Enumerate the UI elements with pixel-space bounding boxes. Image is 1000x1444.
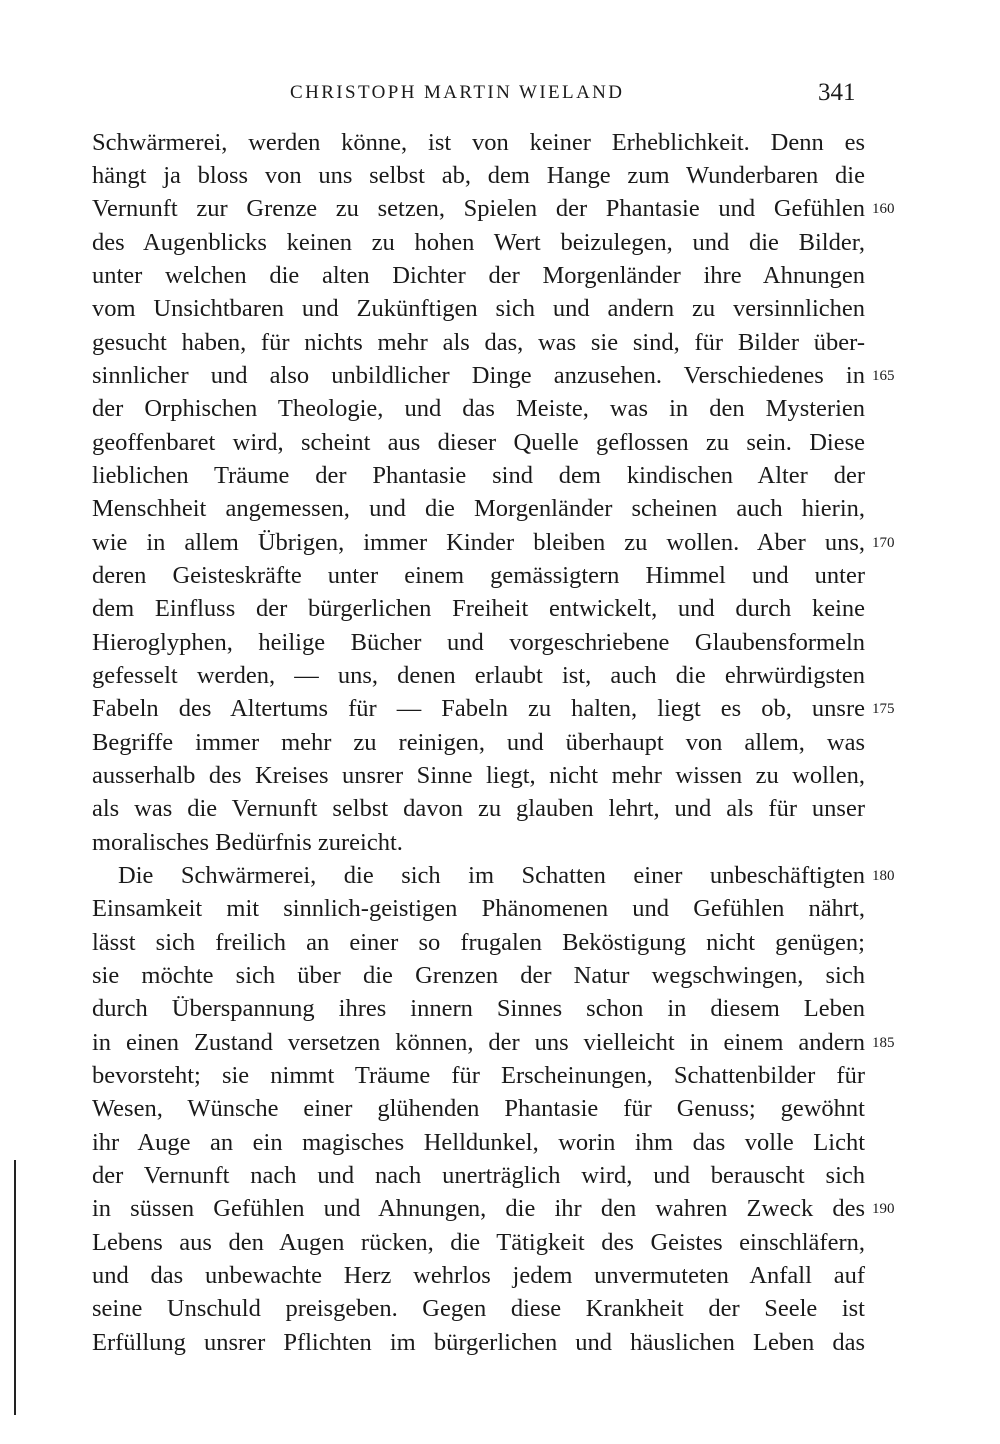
text-line: Schwärmerei, werden könne, ist von keiner Erheblichkeit. Denn es [92,129,865,156]
text-line: Vernunft zur Grenze zu setzen, Spielen der Phantasie und Gefühlen [92,195,865,222]
text-line: des Augenblicks keinen zu hohen Wert beizulegen, und die Bilder, [92,229,865,256]
line-number: 175 [872,701,895,717]
text-line: lieblichen Träume der Phantasie sind dem kindischen Alter der [92,462,865,489]
line-number: 170 [872,535,895,551]
text-line: hängt ja bloss von uns selbst ab, dem Hange zum Wunderbaren die [92,162,865,189]
text-line: ausserhalb des Kreises unsrer Sinne liegt, nicht mehr wissen zu wollen, [92,762,865,789]
text-line: in süssen Gefühlen und Ahnungen, die ihr den wahren Zweck des [92,1195,865,1222]
text-line: unter welchen die alten Dichter der Morgenländer ihre Ahnungen [92,262,865,289]
text-line: Einsamkeit mit sinnlich-geistigen Phänomenen und Gefühlen nährt, [92,895,865,922]
text-line: seine Unschuld preisgeben. Gegen diese Krankheit der Seele ist [92,1295,865,1322]
margin-rule [14,1160,16,1415]
text-line: Menschheit angemessen, und die Morgenländer scheinen auch hierin, [92,495,865,522]
text-line: Wesen, Wünsche einer glühenden Phantasie für Genuss; gewöhnt [92,1095,865,1122]
text-line: sinnlicher und also unbildlicher Dinge anzusehen. Verschiedenes in [92,362,865,389]
text-line: wie in allem Übrigen, immer Kinder bleiben zu wollen. Aber uns, [92,529,865,556]
text-line: dem Einfluss der bürgerlichen Freiheit entwickelt, und durch keine [92,595,865,622]
text-line: als was die Vernunft selbst davon zu glauben lehrt, und als für unser [92,795,865,822]
text-line: durch Überspannung ihres innern Sinnes schon in diesem Leben [92,995,865,1022]
line-number: 165 [872,368,895,384]
text-line: vom Unsichtbaren und Zukünftigen sich und andern zu versinnlichen [92,295,865,322]
text-line: geoffenbaret wird, scheint aus dieser Quelle geflossen zu sein. Diese [92,429,865,456]
text-line: Lebens aus den Augen rücken, die Tätigkeit des Geistes einschläfern, [92,1229,865,1256]
text-line: in einen Zustand versetzen können, der uns vielleicht in einem andern [92,1029,865,1056]
text-line: gefesselt werden, — uns, denen erlaubt ist, auch die ehrwürdigsten [92,662,865,689]
text-line: der Orphischen Theologie, und das Meiste, was in den Mysterien [92,395,865,422]
text-line: der Vernunft nach und nach unerträglich wird, und berauscht sich [92,1162,865,1189]
text-line: Die Schwärmerei, die sich im Schatten einer unbeschäftigten [118,862,865,889]
page-number: 341 [818,79,856,106]
text-line: deren Geisteskräfte unter einem gemässigtern Himmel und unter [92,562,865,589]
text-line: sie möchte sich über die Grenzen der Natur wegschwingen, sich [92,962,865,989]
text-line: lässt sich freilich an einer so frugalen Beköstigung nicht genügen; [92,929,865,956]
running-title: CHRISTOPH MARTIN WIELAND [290,82,625,103]
line-number: 180 [872,868,895,884]
running-head [0,78,1000,108]
text-line: Fabeln des Altertums für — Fabeln zu halten, liegt es ob, unsre [92,695,865,722]
line-number: 185 [872,1035,895,1051]
text-line: bevorsteht; sie nimmt Träume für Erscheinungen, Schattenbilder für [92,1062,865,1089]
line-number: 160 [872,201,895,217]
text-line: gesucht haben, für nichts mehr als das, was sie sind, für Bilder über- [92,329,865,356]
text-line: Begriffe immer mehr zu reinigen, und überhaupt von allem, was [92,729,865,756]
text-line: Erfüllung unsrer Pflichten im bürgerlichen und häuslichen Leben das [92,1329,865,1356]
text-line: Hieroglyphen, heilige Bücher und vorgeschriebene Glaubensformeln [92,629,865,656]
line-number: 190 [872,1201,895,1217]
text-line: ihr Auge an ein magisches Helldunkel, worin ihm das volle Licht [92,1129,865,1156]
text-line: und das unbewachte Herz wehrlos jedem unvermuteten Anfall auf [92,1262,865,1289]
text-line: moralisches Bedürfnis zureicht. [92,829,403,856]
